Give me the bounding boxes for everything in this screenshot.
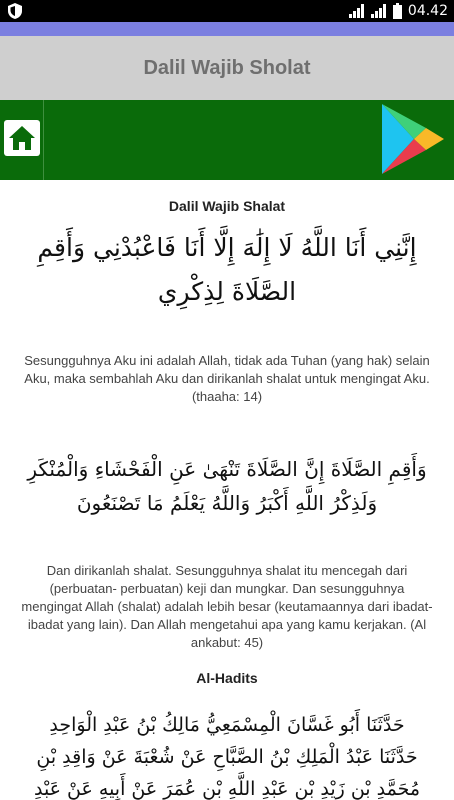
app-bar: [0, 36, 454, 100]
signal-icon-2: [371, 4, 387, 18]
play-store-icon: [378, 102, 448, 176]
arabic-verse-1: إِنَّنِي أَنَا اللَّهُ لَا إِلَٰهَ إِلَّا أَنَا فَاعْبُدْنِي وَأَقِمِ الصَّلَاةَ لِذِكْرِي: [37, 233, 417, 306]
home-icon: [7, 124, 37, 152]
arabic-hadits-line-2: حَدَّثَنَا عَبْدُ الْمَلِكِ بْنُ الصَّبَّاحِ عَنْ شُعْبَةَ عَنْ وَاقِدِ بْنِ: [36, 746, 418, 768]
status-bar: [0, 0, 454, 22]
translation-2: Dan dirikanlah shalat. Sesungguhnya shalat itu mencegah dari (perbuatan- perbuatan) keji dan mungkar. Dan sesungguhnya mengingat Allah (shalat) adalah lebih besar (keutamaannya dari ibadat-ibadat yang lain). Dan Allah mengetahui apa yang kamu kerjakan. (Al ankabut: 45): [21, 563, 433, 650]
home-button[interactable]: [4, 120, 40, 156]
accent-strip: [0, 22, 454, 36]
battery-icon: [393, 3, 402, 19]
section-heading-hadits: Al-Hadits: [196, 670, 258, 686]
status-indicators: [349, 0, 448, 22]
signal-icon: [349, 4, 365, 18]
arabic-verse-2: وَأَقِمِ الصَّلَاةَ إِنَّ الصَّلَاةَ تَنْهَىٰ عَنِ الْفَحْشَاءِ وَالْمُنْكَرِ وَلَذِكْرُ اللَّهِ أَكْبَرُ وَاللَّهُ يَعْلَمُ مَا تَصْنَعُونَ: [27, 457, 427, 515]
content-area[interactable]: [0, 180, 454, 800]
arabic-hadits-line-1: حَدَّثَنَا أَبُو غَسَّانَ الْمِسْمَعِيُّ مَالِكُ بْنُ عَبْدِ الْوَاحِدِ: [49, 714, 405, 736]
section-heading: Dalil Wajib Shalat: [168, 198, 286, 214]
status-time: 04.42: [407, 3, 448, 19]
shield-icon: [8, 3, 22, 19]
play-store-button[interactable]: [378, 102, 448, 176]
toolbar-divider: [43, 100, 44, 180]
translation-1: Sesungguhnya Aku ini adalah Allah, tidak ada Tuhan (yang hak) selain Aku, maka sembahlah Aku dan dirikanlah shalat untuk mengingat Aku. (thaaha: 14): [24, 353, 430, 404]
arabic-hadits-line-3: مُحَمَّدِ بْنِ زَيْدِ بْنِ عَبْدِ اللَّهِ بْنِ عُمَرَ عَنْ أَبِيهِ عَنْ عَبْدِ: [33, 778, 421, 800]
page-title: Dalil Wajib Sholat: [143, 56, 311, 79]
